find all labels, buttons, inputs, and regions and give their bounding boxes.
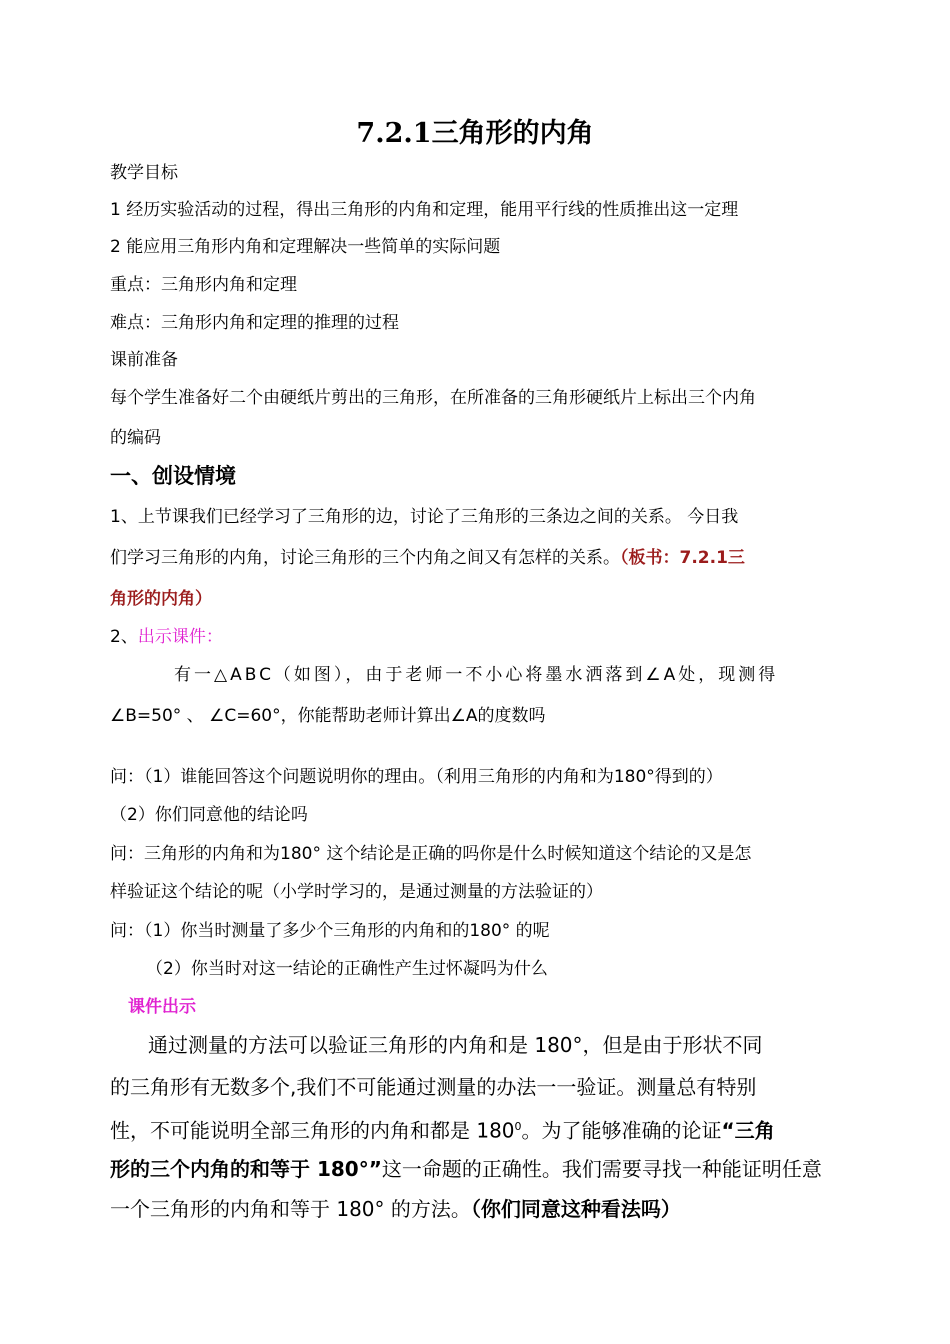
- problem-line-2: ∠B=50° 、 ∠C=60°，你能帮助老师计算出∠A的度数吗: [110, 706, 546, 726]
- page-title: 7.2.1三角形的内角: [356, 118, 594, 149]
- question-1-line-2: （2）你们同意他的结论吗: [110, 805, 308, 825]
- difficulty: 难点：三角形内角和定理的推理的过程: [110, 313, 399, 333]
- theorem-quote-end: 形的三个内角的和等于 180°”: [110, 1157, 382, 1181]
- conclusion-line-3: [110, 1113, 775, 1145]
- degree-superscript: 0: [514, 1120, 522, 1133]
- courseware-prompt: 出示课件：: [137, 627, 223, 647]
- key-point: 重点：三角形内角和定理: [110, 275, 297, 295]
- conclusion-line-4-text: 这一命题的正确性。我们需要寻找一种能证明任意: [381, 1157, 822, 1181]
- paragraph-1-line-1: 1、上节课我们已经学习了三角形的边，讨论了三角形的三条边之间的关系。 今日我: [110, 507, 739, 527]
- board-note-continued: 角形的内角）: [110, 589, 212, 609]
- conclusion-line-3-text-b: 。为了能够准确的论证: [521, 1118, 722, 1143]
- question-2-line-1: 问：三角形的内角和为180° 这个结论是正确的吗你是什么时候知道这个结论的又是怎: [110, 844, 752, 864]
- conclusion-line-4: [110, 1155, 822, 1183]
- theorem-quote-start: “三角: [721, 1118, 775, 1143]
- courseware-label: 课件出示: [128, 997, 196, 1017]
- goal-1: 1 经历实验活动的过程，得出三角形的内角和定理，能用平行线的性质推出这一定理: [110, 200, 739, 220]
- prep-line-2: 的编码: [110, 428, 161, 448]
- question-3-line-2: （2）你当时对这一结论的正确性产生过怀凝吗为什么: [146, 959, 548, 979]
- paragraph-2-prefix: 2、: [110, 627, 138, 647]
- question-2-line-2: 样验证这个结论的呢（小学时学习的，是通过测量的方法验证的）: [110, 882, 603, 902]
- paragraph-2: [110, 626, 223, 648]
- conclusion-line-1: 通过测量的方法可以验证三角形的内角和是 180°，但是由于形状不同: [148, 1033, 763, 1057]
- paragraph-1-text: 们学习三角形的内角，讨论三角形的三个内角之间又有怎样的关系。: [110, 548, 620, 568]
- prep-line-1: 每个学生准备好二个由硬纸片剪出的三角形，在所准备的三角形硬纸片上标出三个内角: [110, 388, 756, 408]
- problem-line-1: 有一△ABC（如图），由于老师一不小心将墨水洒落到∠A处，现测得: [174, 665, 779, 685]
- section-heading: 一、创设情境: [110, 464, 236, 488]
- conclusion-line-2: 的三角形有无数多个,我们不可能通过测量的办法一一验证。测量总有特别: [110, 1075, 757, 1099]
- goal-2: 2 能应用三角形内角和定理解决一些简单的实际问题: [110, 237, 501, 257]
- conclusion-line-3-text: 性，不可能说明全部三角形的内角和都是 180: [110, 1118, 515, 1143]
- conclusion-line-5: [110, 1195, 681, 1223]
- closing-question: （你们同意这种看法吗）: [470, 1197, 681, 1221]
- conclusion-line-5-text: 一个三角形的内角和等于 180° 的方法。: [110, 1197, 471, 1221]
- question-1-line-1: 问：（1）谁能回答这个问题说明你的理由。（利用三角形的内角和为180°得到的）: [110, 767, 723, 787]
- board-note: （板书：7.2.1三: [620, 548, 745, 568]
- paragraph-1-line-2: [110, 547, 745, 569]
- goals-heading: 教学目标: [110, 163, 178, 183]
- question-3-line-1: 问：（1）你当时测量了多少个三角形的内角和的180° 的呢: [110, 921, 550, 941]
- prep-heading: 课前准备: [110, 350, 178, 370]
